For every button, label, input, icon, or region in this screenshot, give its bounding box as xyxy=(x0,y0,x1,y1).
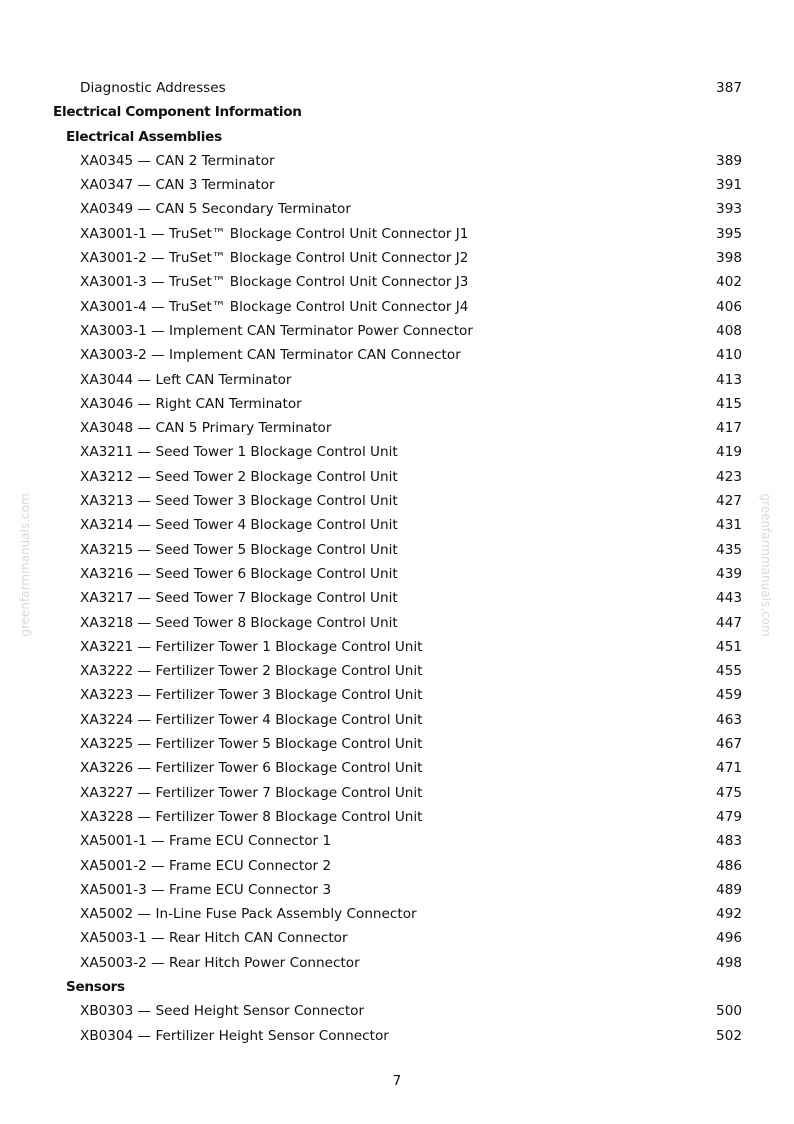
toc-entry-title: Sensors xyxy=(66,978,125,995)
toc-entry-title: XA3223 — Fertilizer Tower 3 Blockage Control Unit xyxy=(80,687,423,704)
toc-entry[interactable] xyxy=(0,732,794,756)
toc-entry-title: XA3001-4 — TruSet™ Blockage Control Unit Connector J4 xyxy=(80,298,469,315)
toc-entry-page-number: 435 xyxy=(716,541,742,558)
toc-entry[interactable] xyxy=(0,270,794,294)
toc-entry-page-number: 431 xyxy=(716,517,742,534)
toc-entry-page-number: 402 xyxy=(716,274,742,291)
toc-entry-title: XA0347 — CAN 3 Terminator xyxy=(80,177,275,194)
toc-entry-title: XA5002 — In-Line Fuse Pack Assembly Connector xyxy=(80,906,417,923)
toc-entry-page-number: 489 xyxy=(716,881,742,898)
toc-entry-title: XA3003-1 — Implement CAN Terminator Power Connector xyxy=(80,322,473,339)
watermark-left: greenfarmmanuals.com xyxy=(18,493,32,637)
toc-entry-title: Electrical Component Information xyxy=(53,104,302,121)
toc-entry[interactable] xyxy=(0,829,794,853)
toc-entry-page-number: 479 xyxy=(716,808,742,825)
toc-entry-page-number: 463 xyxy=(716,711,742,728)
toc-entry[interactable] xyxy=(0,465,794,489)
toc-entry[interactable] xyxy=(0,538,794,562)
toc-entry[interactable] xyxy=(0,708,794,732)
toc-entry-page-number: 483 xyxy=(716,833,742,850)
toc-entry-page-number: 423 xyxy=(716,468,742,485)
toc-entry-title: XA3001-1 — TruSet™ Blockage Control Unit Connector J1 xyxy=(80,225,469,242)
toc-entry-title: XA5001-3 — Frame ECU Connector 3 xyxy=(80,881,332,898)
toc-entry-page-number: 398 xyxy=(716,250,742,267)
toc-entry[interactable] xyxy=(0,222,794,246)
toc-entry-title: XA3213 — Seed Tower 3 Blockage Control Unit xyxy=(80,493,398,510)
toc-entry[interactable] xyxy=(0,295,794,319)
toc-entry[interactable] xyxy=(0,392,794,416)
toc-entry-page-number: 502 xyxy=(716,1027,742,1044)
toc-entry-title: XA3001-3 — TruSet™ Blockage Control Unit Connector J3 xyxy=(80,274,469,291)
watermark-right: greenfarmmanuals.com xyxy=(759,493,773,637)
toc-entry-page-number: 417 xyxy=(716,420,742,437)
toc-entry[interactable] xyxy=(0,513,794,537)
toc-entry[interactable] xyxy=(0,440,794,464)
toc-entry-title: XA5003-2 — Rear Hitch Power Connector xyxy=(80,954,360,971)
toc-entry[interactable] xyxy=(0,416,794,440)
toc-entry[interactable] xyxy=(0,149,794,173)
toc-entry-page-number: 451 xyxy=(716,638,742,655)
toc-entry[interactable] xyxy=(0,878,794,902)
toc-entry-title: XA3211 — Seed Tower 1 Blockage Control Unit xyxy=(80,444,398,461)
toc-entry-page-number: 387 xyxy=(716,80,742,96)
toc-entry[interactable] xyxy=(0,489,794,513)
toc-section-heading[interactable] xyxy=(0,125,794,149)
toc-entry-page-number: 486 xyxy=(716,857,742,874)
toc-entry-page-number: 408 xyxy=(716,322,742,339)
toc-entry-title: XA3222 — Fertilizer Tower 2 Blockage Control Unit xyxy=(80,663,423,680)
toc-entry-title: XA3001-2 — TruSet™ Blockage Control Unit Connector J2 xyxy=(80,250,469,267)
toc-entry-title: XA3225 — Fertilizer Tower 5 Blockage Control Unit xyxy=(80,736,423,753)
toc-entry[interactable] xyxy=(0,173,794,197)
toc-entry-page-number: 410 xyxy=(716,347,742,364)
toc-entry[interactable] xyxy=(0,683,794,707)
toc-entry[interactable] xyxy=(0,659,794,683)
toc-section-heading[interactable] xyxy=(0,975,794,999)
toc-entry-page-number: 439 xyxy=(716,565,742,582)
toc-entry-page-number: 393 xyxy=(716,201,742,218)
toc-entry[interactable] xyxy=(0,781,794,805)
toc-entry[interactable] xyxy=(0,319,794,343)
toc-entry-title: XA3212 — Seed Tower 2 Blockage Control Unit xyxy=(80,468,398,485)
toc-entry-title: XA3228 — Fertilizer Tower 8 Blockage Control Unit xyxy=(80,808,423,825)
toc-entry-title: XA3226 — Fertilizer Tower 6 Blockage Control Unit xyxy=(80,760,423,777)
page-number: 7 xyxy=(392,1073,402,1089)
toc-entry-page-number: 415 xyxy=(716,395,742,412)
toc-entry-title: XA3217 — Seed Tower 7 Blockage Control Unit xyxy=(80,590,398,607)
toc-entry-page-number: 391 xyxy=(716,177,742,194)
toc-entry-title: Electrical Assemblies xyxy=(66,128,222,145)
toc-entry[interactable] xyxy=(0,999,794,1023)
toc-entry-title: XA3215 — Seed Tower 5 Blockage Control Unit xyxy=(80,541,398,558)
toc-entry-page-number: 413 xyxy=(716,371,742,388)
toc-entry-title: XA0345 — CAN 2 Terminator xyxy=(80,152,275,169)
toc-entry-page-number: 419 xyxy=(716,444,742,461)
toc-entry-page-number: 455 xyxy=(716,663,742,680)
toc-entry-title: XA5001-1 — Frame ECU Connector 1 xyxy=(80,833,332,850)
toc-entry[interactable] xyxy=(0,902,794,926)
toc-entry-page-number: 471 xyxy=(716,760,742,777)
toc-entry[interactable] xyxy=(0,343,794,367)
toc-entry[interactable] xyxy=(0,611,794,635)
toc-entry-title: XA3224 — Fertilizer Tower 4 Blockage Control Unit xyxy=(80,711,423,728)
toc-entry-page-number: 447 xyxy=(716,614,742,631)
toc-entry[interactable] xyxy=(0,76,794,100)
toc-entry-page-number: 500 xyxy=(716,1003,742,1020)
toc-entry-title: XA3003-2 — Implement CAN Terminator CAN Connector xyxy=(80,347,461,364)
toc-entry[interactable] xyxy=(0,197,794,221)
toc-entry-page-number: 389 xyxy=(716,152,742,169)
toc-entry-title: Diagnostic Addresses xyxy=(80,80,226,96)
toc-entry-page-number: 443 xyxy=(716,590,742,607)
toc-entry[interactable] xyxy=(0,246,794,270)
toc-entry[interactable] xyxy=(0,756,794,780)
toc-entry[interactable] xyxy=(0,586,794,610)
toc-entry[interactable] xyxy=(0,951,794,975)
toc-entry-page-number: 475 xyxy=(716,784,742,801)
toc-entry-title: XA3214 — Seed Tower 4 Blockage Control Unit xyxy=(80,517,398,534)
toc-entry-title: XA5001-2 — Frame ECU Connector 2 xyxy=(80,857,332,874)
toc-entry-page-number: 459 xyxy=(716,687,742,704)
toc-entry-page-number: 395 xyxy=(716,225,742,242)
toc-entry[interactable] xyxy=(0,854,794,878)
toc-entry-page-number: 427 xyxy=(716,493,742,510)
toc-entry[interactable] xyxy=(0,635,794,659)
toc-entry-title: XB0303 — Seed Height Sensor Connector xyxy=(80,1003,365,1020)
toc-entry-title: XA3221 — Fertilizer Tower 1 Blockage Control Unit xyxy=(80,638,423,655)
toc-entry-title: XA3044 — Left CAN Terminator xyxy=(80,371,292,388)
toc-entry-title: XA3216 — Seed Tower 6 Blockage Control Unit xyxy=(80,565,398,582)
toc-entry-page-number: 492 xyxy=(716,906,742,923)
toc-entry-page-number: 406 xyxy=(716,298,742,315)
toc-entry-page-number: 496 xyxy=(716,930,742,947)
table-of-contents xyxy=(0,76,794,1048)
toc-entry[interactable] xyxy=(0,805,794,829)
toc-entry-title: XA5003-1 — Rear Hitch CAN Connector xyxy=(80,930,348,947)
toc-entry-title: XA3218 — Seed Tower 8 Blockage Control Unit xyxy=(80,614,398,631)
toc-entry-page-number: 498 xyxy=(716,954,742,971)
toc-entry-title: XB0304 — Fertilizer Height Sensor Connector xyxy=(80,1027,389,1044)
toc-entry[interactable] xyxy=(0,926,794,950)
toc-entry-page-number: 467 xyxy=(716,736,742,753)
toc-entry-title: XA0349 — CAN 5 Secondary Terminator xyxy=(80,201,351,218)
toc-entry-title: XA3227 — Fertilizer Tower 7 Blockage Control Unit xyxy=(80,784,423,801)
toc-entry[interactable] xyxy=(0,368,794,392)
toc-entry[interactable] xyxy=(0,1024,794,1048)
toc-entry-title: XA3046 — Right CAN Terminator xyxy=(80,395,302,412)
toc-entry-title: XA3048 — CAN 5 Primary Terminator xyxy=(80,420,332,437)
toc-section-heading[interactable] xyxy=(0,100,794,124)
toc-entry[interactable] xyxy=(0,562,794,586)
